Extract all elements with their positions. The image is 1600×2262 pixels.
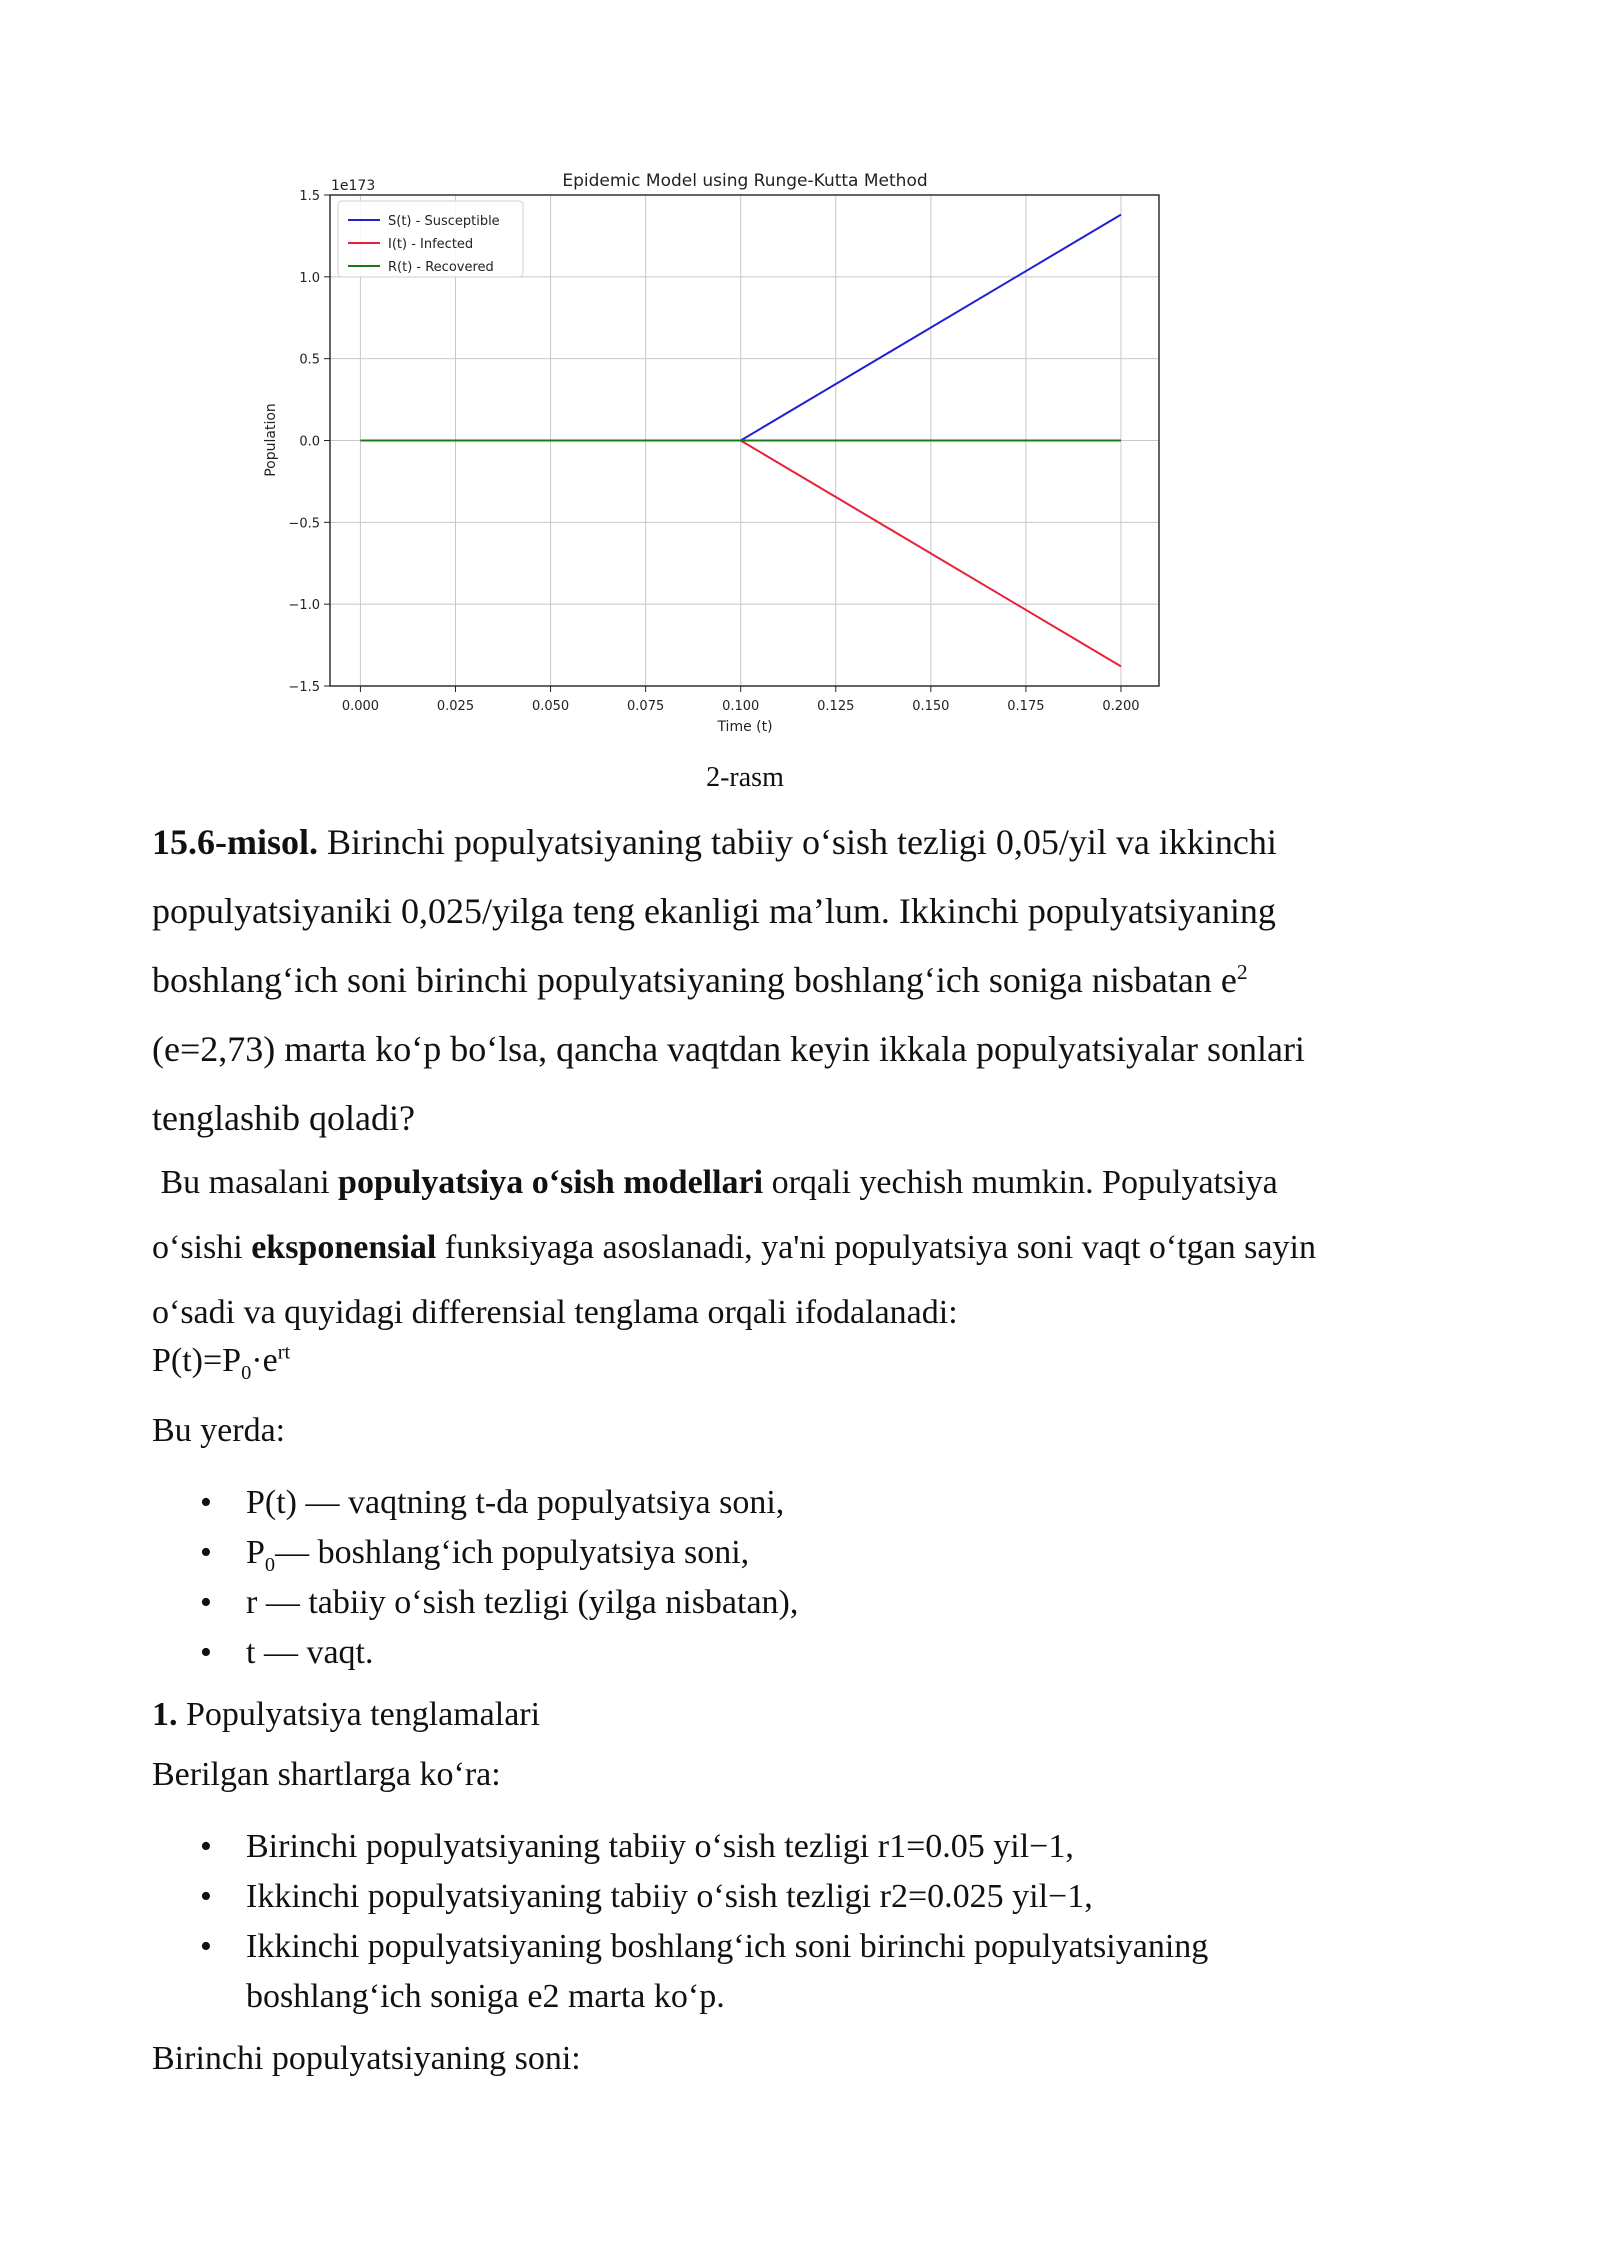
definition-item xyxy=(200,1528,798,1578)
example-line-4: (e=2,73) marta ko‘p bo‘lsa, qancha vaqtdan keyin ikkala populyatsiyalar sonlari xyxy=(152,1029,1305,1069)
conditions-label: Berilgan shartlarga ko‘ra: xyxy=(152,1756,501,1793)
x-tick-label: 0.025 xyxy=(436,699,475,714)
formula xyxy=(152,1341,291,1384)
where-label: Bu yerda: xyxy=(152,1412,286,1449)
figure-caption: 2-rasm xyxy=(706,762,784,793)
definitions-list xyxy=(200,1478,798,1678)
example-text-1: Birinchi populyatsiyaning tabiiy o‘sish tezligi 0,05/yil va ikkinchi xyxy=(327,822,1277,862)
legend-label: R(t) - Recovered xyxy=(388,260,494,275)
legend-label: S(t) - Susceptible xyxy=(388,214,500,229)
intro-text-3: o‘sishi xyxy=(152,1229,252,1266)
x-tick-label: 0.150 xyxy=(912,699,950,714)
y-tick-label: 0.0 xyxy=(299,434,320,450)
condition-item: • Ikkinchi populyatsiyaning boshlang‘ich soni birinchi populyatsiyaning boshlang‘ich soniga e2 marta ko‘p. xyxy=(200,1922,1350,2022)
conditions-list xyxy=(200,1822,1350,2022)
condition-item: • Birinchi populyatsiyaning tabiiy o‘sish tezligi r1=0.05 yil−1, xyxy=(200,1822,1350,1872)
formula-sub: 0 xyxy=(241,1361,252,1384)
chart-title: Epidemic Model using Runge-Kutta Method xyxy=(562,171,928,191)
x-tick-label: 0.000 xyxy=(341,699,380,714)
formula-lhs: P(t)=P xyxy=(152,1342,242,1379)
x-tick-label: 0.100 xyxy=(722,699,760,714)
condition-item: • Ikkinchi populyatsiyaning tabiiy o‘sish tezligi r2=0.025 yil−1, xyxy=(200,1872,1350,1922)
example-line-5: tenglashib qoladi? xyxy=(152,1098,415,1138)
intro-bold-1: populyatsiya o‘sish modellari xyxy=(338,1164,764,1201)
definition-text: t — vaqt. xyxy=(246,1634,374,1671)
formula-mid: ·e xyxy=(251,1342,278,1379)
example-line-2: populyatsiyaniki 0,025/yilga teng ekanligi ma’lum. Ikkinchi populyatsiyaning xyxy=(152,891,1276,931)
section-number: 1. xyxy=(152,1696,178,1733)
section-heading-1 xyxy=(152,1696,540,1734)
first-population-label: Birinchi populyatsiyaning soni: xyxy=(152,2040,581,2077)
y-tick-label: −1.5 xyxy=(288,680,320,695)
intro-line-3: o‘sadi va quyidagi differensial tenglama orqali ifodalanadi: xyxy=(152,1294,958,1331)
example-line-1 xyxy=(152,808,1442,877)
definition-text: P(t) — vaqtning t-da populyatsiya soni, xyxy=(246,1484,785,1521)
definition-text: r — tabiiy o‘sish tezligi (yilga nisbatan), xyxy=(246,1584,799,1621)
chart-svg xyxy=(255,168,1185,748)
x-tick-label: 0.125 xyxy=(817,699,855,714)
y-axis-label: Population xyxy=(263,403,279,477)
intro-text-2: orqali yechish mumkin. Populyatsiya xyxy=(763,1164,1278,1201)
y-tick-label: 1.0 xyxy=(299,270,320,286)
definition-sub: 0 xyxy=(264,1553,276,1576)
definition-item xyxy=(200,1478,798,1528)
y-tick-label: −1.0 xyxy=(288,598,320,614)
y-tick-label: 0.5 xyxy=(299,352,320,368)
example-text-3: boshlang‘ich soni birinchi populyatsiyaning boshlang‘ich soniga nisbatan e xyxy=(152,960,1237,1000)
definition-text: P xyxy=(246,1534,265,1571)
intro-text-4: funksiyaga asoslanadi, ya'ni populyatsiya soni vaqt o‘tgan sayin xyxy=(436,1229,1316,1266)
example-label: 15.6-misol. xyxy=(152,822,318,862)
x-axis-label: Time (t) xyxy=(717,719,773,735)
y-tick-label: −0.5 xyxy=(288,516,320,532)
x-tick-label: 0.175 xyxy=(1007,699,1045,714)
intro-bold-2: eksponensial xyxy=(251,1229,437,1266)
intro-paragraph xyxy=(152,1150,1442,1345)
definition-text: — boshlang‘ich populyatsiya soni, xyxy=(275,1534,750,1571)
y-tick-label: 1.5 xyxy=(299,189,320,204)
x-tick-label: 0.075 xyxy=(627,699,665,714)
intro-line-1 xyxy=(152,1150,1442,1215)
x-tick-label: 0.200 xyxy=(1102,699,1140,714)
definition-item xyxy=(200,1578,798,1628)
intro-line-2 xyxy=(152,1215,1442,1280)
section-title: Populyatsiya tenglamalari xyxy=(177,1696,541,1733)
y-offset-label: 1e173 xyxy=(331,178,376,194)
definition-item xyxy=(200,1628,798,1678)
example-line-3 xyxy=(152,946,1442,1015)
epidemic-chart xyxy=(255,168,1185,748)
exponent: 2 xyxy=(1236,960,1248,984)
chart-legend xyxy=(338,201,523,277)
legend-label: I(t) - Infected xyxy=(388,237,474,252)
example-paragraph xyxy=(152,808,1442,1153)
intro-text-1: Bu masalani xyxy=(160,1164,339,1201)
formula-sup: rt xyxy=(277,1341,291,1364)
x-tick-label: 0.050 xyxy=(531,699,570,714)
